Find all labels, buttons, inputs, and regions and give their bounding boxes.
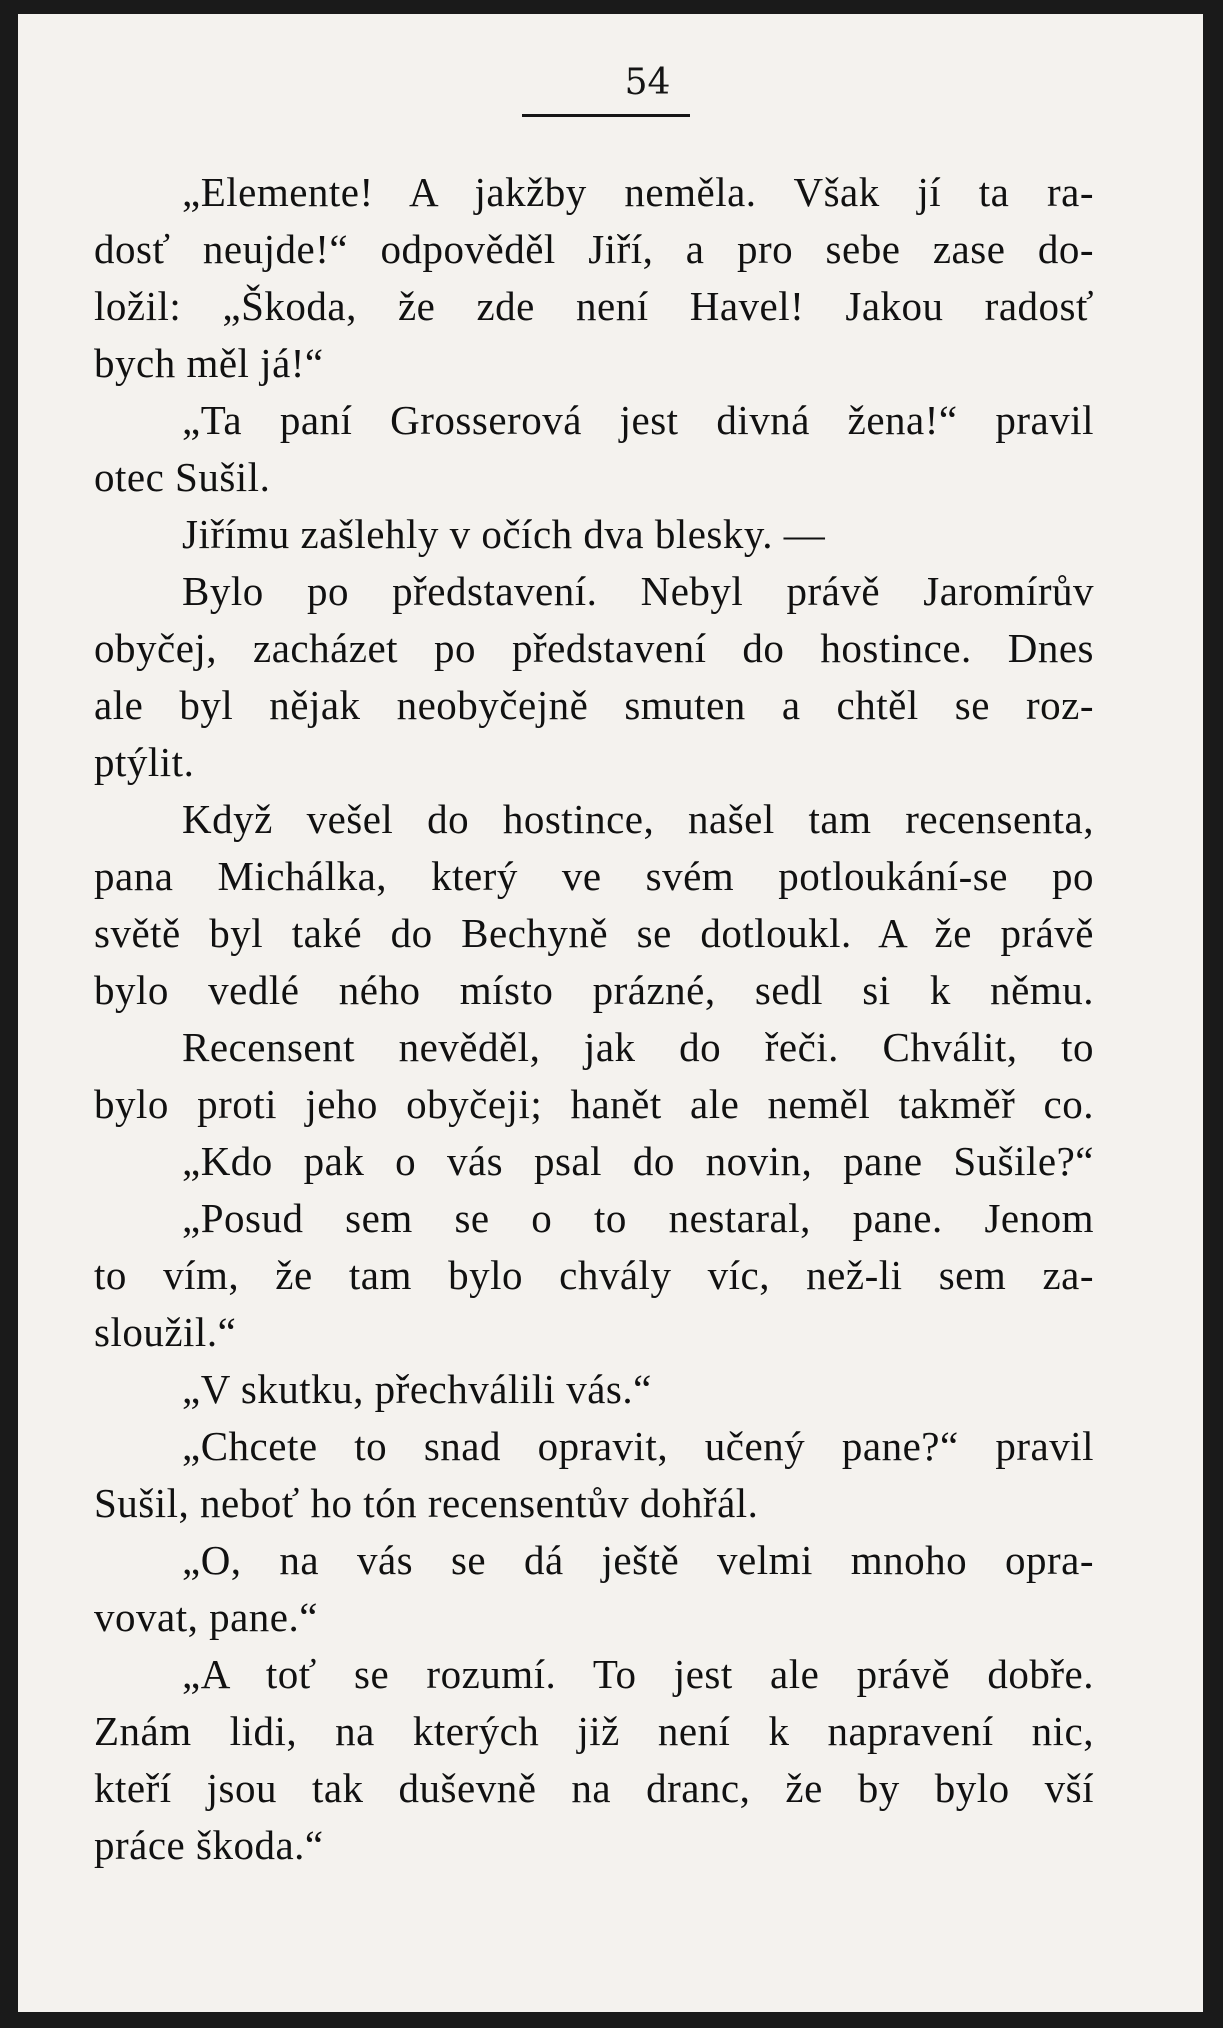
page-number-rule: [522, 114, 690, 117]
text-line: Jiřímu zašlehly v očích dva blesky. —: [182, 511, 826, 557]
text-line: „Kdo pak o vás psal do novin, pane Sušile?“: [182, 1138, 1094, 1184]
text-line: světě byl také do Bechyně se dotloukl. A že právě: [94, 910, 1094, 956]
text-line: ložil: „Škoda, že zde není Havel! Jakou radosť: [94, 283, 1094, 329]
text-line: „V skutku, přechválili vás.“: [182, 1366, 652, 1412]
text-line: sloužil.“: [94, 1309, 237, 1355]
text-line: ptýlit.: [94, 739, 195, 785]
text-line: „Elemente! A jakžby neměla. Však jí ta ra-: [182, 169, 1094, 215]
text-line: „A toť se rozumí. To jest ale právě dobře.: [182, 1651, 1094, 1697]
text-line: bych měl já!“: [94, 340, 324, 386]
body-text: [94, 164, 1094, 1874]
text-line: „Posud sem se o to nestaral, pane. Jenom: [182, 1195, 1094, 1241]
text-line: pana Michálka, který ve svém potloukání-se po: [94, 853, 1094, 899]
text-line: bylo proti jeho obyčeji; hanět ale neměl takměř co.: [94, 1081, 1094, 1127]
text-line: „O, na vás se dá ještě velmi mnoho opra-: [182, 1537, 1094, 1583]
text-line: Bylo po představení. Nebyl právě Jaromírův: [182, 568, 1094, 614]
book-page: [18, 14, 1203, 2012]
text-line: bylo vedlé ného místo prázné, sedl si k němu.: [94, 967, 1094, 1013]
text-line: ale byl nějak neobyčejně smuten a chtěl se roz-: [94, 682, 1094, 728]
text-line: Sušil, neboť ho tón recensentův dohřál.: [94, 1480, 759, 1526]
text-line: to vím, že tam bylo chvály víc, než-li sem za-: [94, 1252, 1094, 1298]
text-line: kteří jsou tak duševně na dranc, že by bylo vší: [94, 1765, 1094, 1811]
text-line: „Chcete to snad opravit, učený pane?“ pravil: [182, 1423, 1094, 1469]
text-line: Znám lidi, na kterých již není k napravení nic,: [94, 1708, 1094, 1754]
page-number: 54: [624, 62, 671, 103]
text-line: dosť neujde!“ odpověděl Jiří, a pro sebe zase do-: [94, 226, 1094, 272]
text-line: Když vešel do hostince, našel tam recensenta,: [182, 796, 1094, 842]
text-line: obyčej, zacházet po představení do hostince. Dnes: [94, 625, 1094, 671]
text-line: práce škoda.“: [94, 1822, 324, 1868]
text-line: vovat, pane.“: [94, 1594, 318, 1640]
text-line: Recensent nevěděl, jak do řeči. Chválit, to: [182, 1024, 1094, 1070]
text-line: otec Sušil.: [94, 454, 271, 500]
text-line: „Ta paní Grosserová jest divná žena!“ pravil: [182, 397, 1094, 443]
